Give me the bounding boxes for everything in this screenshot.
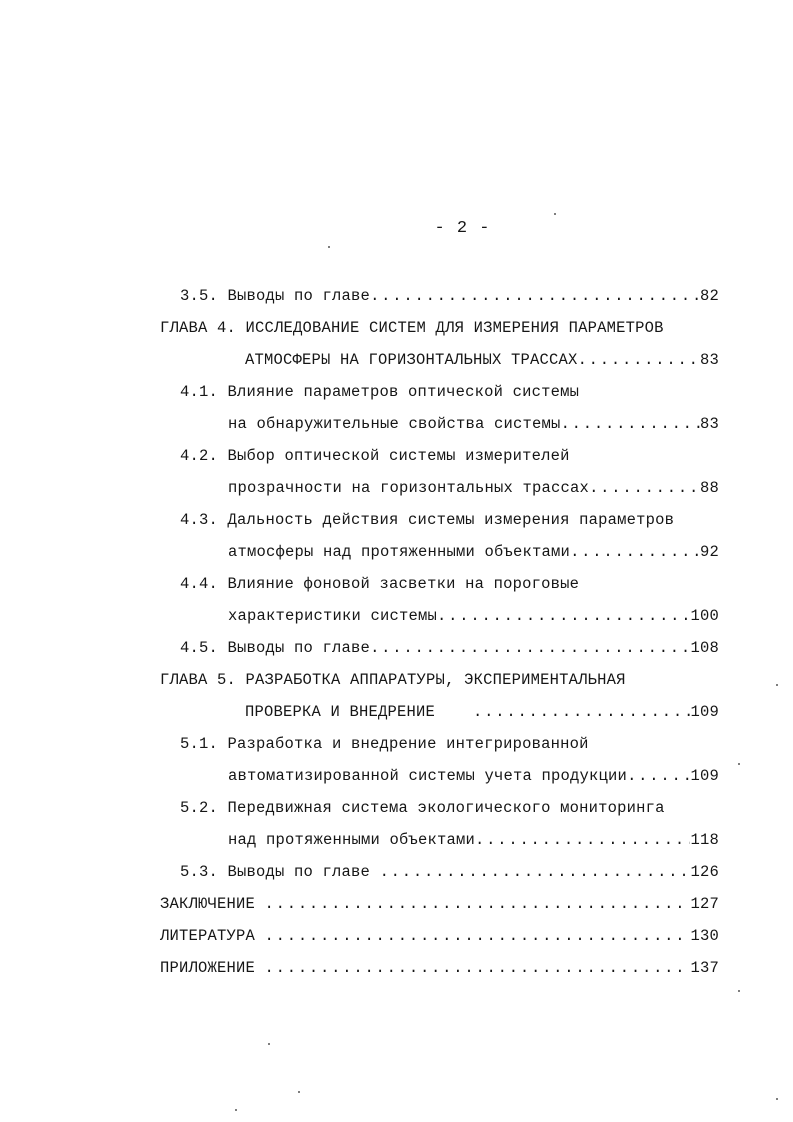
toc-entry-page: 100 [690, 607, 719, 625]
toc-entry-page: 127 [690, 895, 719, 913]
toc-entry-title-cont: ПРОВЕРКА И ВНЕДРЕНИЕ [245, 703, 436, 721]
toc-entry-5-2-line2 [228, 830, 719, 850]
page-number: - 2 - [434, 219, 491, 238]
toc-entry-number: ГЛАВА 5. [160, 671, 237, 689]
leader-dots [627, 766, 690, 786]
toc-entry-title-cont: атмосферы над протяженными объектами [228, 543, 571, 561]
leader-dots [265, 958, 691, 978]
leader-dots [265, 894, 691, 914]
scan-speck [328, 246, 330, 248]
toc-entry-title: Выводы по главе [227, 287, 371, 305]
leader-dots [570, 542, 700, 562]
toc-entry-title: ЗАКЛЮЧЕНИЕ [160, 895, 256, 913]
toc-entry-5-3 [180, 862, 719, 882]
toc-entry-title-cont: прозрачности на горизонтальных трассах [228, 479, 590, 497]
toc-entry-page: 83 [699, 415, 719, 433]
leader-dots [437, 606, 690, 626]
toc-entry-4-1-line1 [180, 382, 579, 402]
toc-entry-4-5 [180, 638, 719, 658]
toc-entry-title: Выводы по главе [227, 863, 371, 881]
toc-entry-number: 5.2. [180, 799, 219, 817]
toc-entry-number: 5.3. [180, 863, 219, 881]
toc-entry-appendix [160, 958, 719, 978]
toc-entry-page: 92 [699, 543, 719, 561]
toc-entry-number: 4.3. [180, 511, 219, 529]
leader-dots [380, 862, 691, 882]
toc-entry-5-1-line1 [180, 734, 589, 754]
toc-entry-title-cont: автоматизированной системы учета продукции [228, 767, 628, 785]
leader-dots [578, 350, 700, 370]
toc-entry-page: 88 [699, 479, 719, 497]
toc-entry-title: Передвижная система экологического мониторинга [227, 799, 665, 817]
leader-dots [265, 926, 691, 946]
toc-entry-4-4-line2 [228, 606, 719, 626]
toc-entry-number: 5.1. [180, 735, 219, 753]
toc-entry-4-4-line1 [180, 574, 579, 594]
toc-entry-title: ПРИЛОЖЕНИЕ [160, 959, 256, 977]
toc-entry-title: Дальность действия системы измерения параметров [227, 511, 675, 529]
toc-entry-number: 4.5. [180, 639, 219, 657]
toc-entry-4-2-line1 [180, 446, 570, 466]
toc-entry-literature [160, 926, 719, 946]
toc-entry-page: 118 [690, 831, 719, 849]
scan-speck [235, 1109, 237, 1111]
toc-entry-number: 4.4. [180, 575, 219, 593]
scan-speck [268, 1043, 270, 1045]
toc-entry-page: 109 [690, 767, 719, 785]
toc-entry-title: Выбор оптической системы измерителей [227, 447, 570, 465]
toc-entry-page: 109 [690, 703, 719, 721]
toc-entry-page: 137 [690, 959, 719, 977]
toc-entry-number: 3.5. [180, 287, 219, 305]
toc-entry-conclusion [160, 894, 719, 914]
toc-entry-title-cont: АТМОСФЕРЫ НА ГОРИЗОНТАЛЬНЫХ ТРАССАХ [245, 351, 578, 369]
toc-entry-title: Выводы по главе [227, 639, 371, 657]
leader-dots [473, 702, 690, 722]
toc-entry-4-1-line2 [228, 414, 719, 434]
leader-dots [561, 414, 700, 434]
leader-dots [370, 286, 700, 306]
toc-entry-page: 82 [699, 287, 719, 305]
toc-chapter-4-line2 [245, 350, 719, 370]
scan-speck [554, 213, 556, 215]
toc-entry-5-1-line2 [228, 766, 719, 786]
toc-entry-title-cont: характеристики системы [228, 607, 438, 625]
toc-entry-title: РАЗРАБОТКА АППАРАТУРЫ, ЭКСПЕРИМЕНТАЛЬНАЯ [245, 671, 626, 689]
leader-dots [475, 830, 690, 850]
toc-entry-page: 126 [690, 863, 719, 881]
toc-entry-title: ИССЛЕДОВАНИЕ СИСТЕМ ДЛЯ ИЗМЕРЕНИЯ ПАРАМЕТРОВ [245, 319, 664, 337]
toc-entry-title: Влияние фоновой засветки на пороговые [227, 575, 580, 593]
leader-dots [370, 638, 690, 658]
toc-entry-title: Влияние параметров оптической системы [227, 383, 580, 401]
toc-entry-title-cont: на обнаружительные свойства системы [228, 415, 561, 433]
toc-chapter-5-line2 [245, 702, 719, 722]
toc-entry-title-cont: над протяженными объектами [228, 831, 476, 849]
scan-speck [776, 684, 778, 686]
toc-chapter-5-line1 [160, 670, 626, 690]
toc-entry-page: 130 [690, 927, 719, 945]
toc-entry-number: 4.1. [180, 383, 219, 401]
toc-entry-title: ЛИТЕРАТУРА [160, 927, 256, 945]
scan-speck [738, 990, 740, 992]
toc-chapter-4-line1 [160, 318, 664, 338]
toc-entry-5-2-line1 [180, 798, 665, 818]
toc-entry-number: 4.2. [180, 447, 219, 465]
toc-entry-number: ГЛАВА 4. [160, 319, 237, 337]
toc-entry-page: 108 [690, 639, 719, 657]
toc-entry-4-3-line2 [228, 542, 719, 562]
toc-entry-3-5 [180, 286, 719, 306]
leader-dots [589, 478, 700, 498]
toc-entry-4-3-line1 [180, 510, 674, 530]
toc-entry-title: Разработка и внедрение интегрированной [227, 735, 589, 753]
toc-entry-4-2-line2 [228, 478, 719, 498]
toc-entry-page: 83 [699, 351, 719, 369]
scan-speck [298, 1091, 300, 1093]
scan-speck [776, 1098, 778, 1100]
scan-speck [738, 763, 740, 765]
